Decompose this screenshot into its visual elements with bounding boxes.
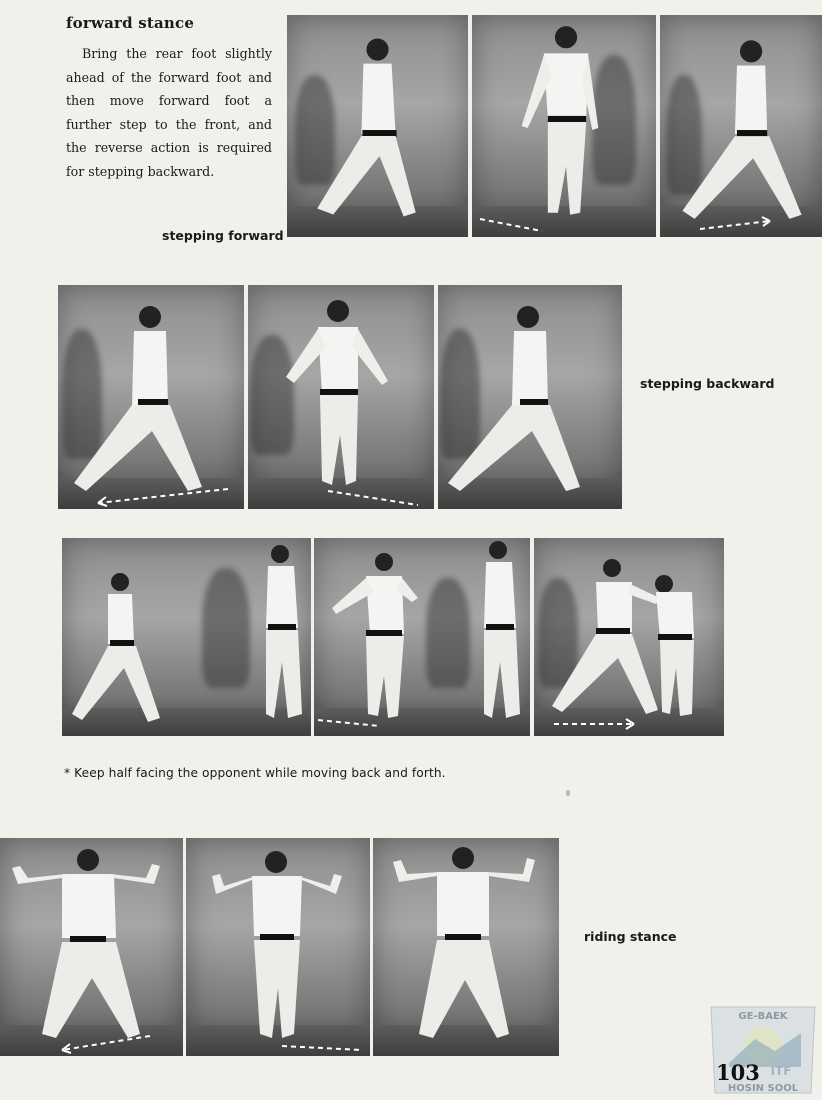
direction-arrow: [186, 1032, 370, 1056]
direction-arrow: [314, 712, 530, 736]
direction-arrow: [248, 485, 434, 509]
karateka-figure: [314, 538, 530, 736]
page-mark: [566, 790, 570, 796]
intro-paragraph: Bring the rear foot slightly ahead of the forward foot and then move forward foot a further step to the front, and the reverse action is required for stepping backward.: [66, 46, 272, 179]
photo-opponent-1: [62, 538, 311, 736]
photo-backward-1: [58, 285, 244, 509]
photo-opponent-2: [314, 538, 530, 736]
direction-arrow: [472, 213, 656, 237]
caption-riding-stance: riding stance: [584, 929, 677, 944]
photo-riding-2: [186, 838, 370, 1056]
karateka-figure: [186, 838, 370, 1056]
direction-arrow: [660, 213, 822, 237]
karateka-figure: [660, 15, 822, 237]
photo-forward-3: [660, 15, 822, 237]
photo-riding-1: [0, 838, 183, 1056]
half-facing-note: * Keep half facing the opponent while moving back and forth.: [64, 766, 446, 780]
caption-stepping-forward: stepping forward: [162, 228, 284, 243]
karateka-figure: [62, 538, 311, 736]
page-number: 103: [716, 1060, 760, 1085]
karateka-figure: [58, 285, 244, 509]
photo-backward-2: [248, 285, 434, 509]
direction-arrow: [58, 485, 244, 509]
section-heading: forward stance: [66, 14, 195, 32]
photo-backward-3: [438, 285, 622, 509]
karateka-figure: [0, 838, 183, 1056]
photo-opponent-3: [534, 538, 724, 736]
direction-arrow: [0, 1032, 183, 1056]
karateka-figure: [287, 15, 468, 237]
photo-forward-2: [472, 15, 656, 237]
karateka-figure: [438, 285, 622, 509]
caption-stepping-backward: stepping backward: [640, 376, 775, 391]
photo-riding-3: [373, 838, 559, 1056]
logo-top-text: GE-BAEK: [738, 1011, 788, 1022]
photo-forward-1: [287, 15, 468, 237]
direction-arrow: [534, 712, 724, 736]
karateka-figure: [472, 15, 656, 237]
karateka-figure: [248, 285, 434, 509]
logo-bottom-text: HOSIN SOOL: [727, 1083, 799, 1094]
karateka-figure: [534, 538, 724, 736]
logo-middle-text: ITF: [770, 1064, 792, 1078]
karateka-figure: [373, 838, 559, 1056]
